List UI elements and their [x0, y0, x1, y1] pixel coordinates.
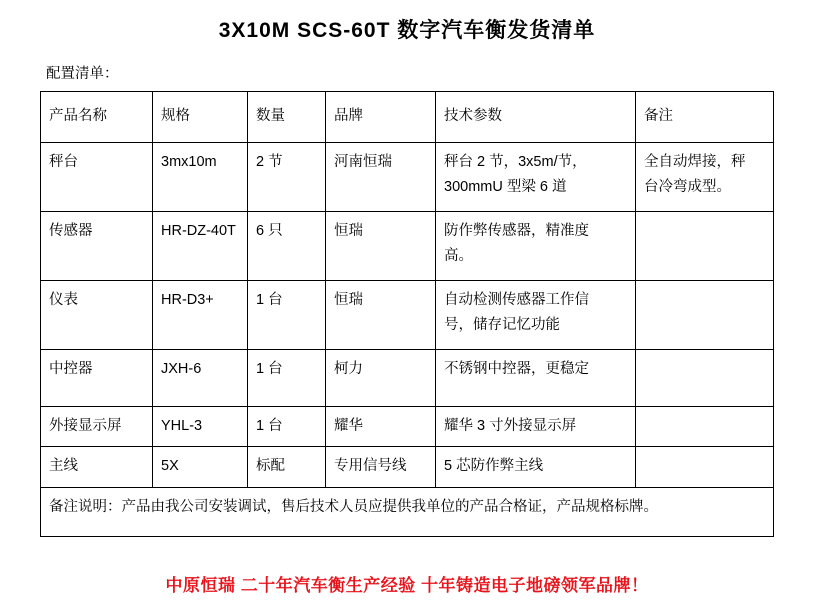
page-title: 3X10M SCS-60T 数字汽车衡发货清单 [218, 19, 596, 42]
table-row [41, 407, 774, 447]
cell-spec: HR-DZ-40T [153, 212, 248, 281]
cell-remark [636, 281, 774, 350]
cell-remark [636, 447, 774, 487]
table-header-row [41, 92, 774, 143]
cell-product-name: 秤台 [41, 143, 153, 212]
cell-spec: JXH-6 [153, 350, 248, 407]
cell-brand: 恒瑞 [326, 212, 436, 281]
cell-product-name: 传感器 [41, 212, 153, 281]
table-header-quantity: 数量 [248, 92, 326, 143]
table-header-remark: 备注 [636, 92, 774, 143]
cell-tech-params: 耀华 3 寸外接显示屏 [436, 407, 636, 447]
cell-tech-params: 5 芯防作弊主线 [436, 447, 636, 487]
cell-product-name: 中控器 [41, 350, 153, 407]
cell-quantity: 2 节 [248, 143, 326, 212]
table-header-spec: 规格 [153, 92, 248, 143]
cell-tech-params [436, 281, 636, 350]
cell-spec: 5X [153, 447, 248, 487]
cell-remark [636, 212, 774, 281]
spec-table [40, 91, 774, 537]
cell-spec: YHL-3 [153, 407, 248, 447]
config-list-label: 配置清单： [46, 66, 119, 82]
table-header-brand: 品牌 [326, 92, 436, 143]
cell-remark [636, 143, 774, 212]
table-row [41, 143, 774, 212]
cell-quantity: 6 只 [248, 212, 326, 281]
cell-quantity: 标配 [248, 447, 326, 487]
cell-remark [636, 350, 774, 407]
cell-brand: 河南恒瑞 [326, 143, 436, 212]
cell-brand: 耀华 [326, 407, 436, 447]
cell-remark [636, 407, 774, 447]
cell-spec: HR-D3+ [153, 281, 248, 350]
cell-brand: 柯力 [326, 350, 436, 407]
slogan-footer: 中原恒瑞 二十年汽车衡生产经验 十年铸造电子地磅领军品牌！ [165, 575, 649, 595]
cell-tech-params: 不锈钢中控器，更稳定 [436, 350, 636, 407]
cell-tech-line: 防作弊传感器，精准度 [444, 223, 589, 239]
cell-spec: 3mx10m [153, 143, 248, 212]
cell-tech-line: 300mmU 型梁 6 道 [444, 179, 567, 196]
cell-brand: 专用信号线 [326, 447, 436, 487]
cell-tech-params [436, 143, 636, 212]
cell-remark-line: 全自动焊接，秤 [644, 154, 746, 170]
table-footnote: 备注说明：产品由我公司安装调试，售后技术人员应提供我单位的产品合格证，产品规格标牌。 [41, 487, 774, 536]
cell-brand: 恒瑞 [326, 281, 436, 350]
cell-product-name: 外接显示屏 [41, 407, 153, 447]
cell-product-name: 主线 [41, 447, 153, 487]
cell-quantity: 1 台 [248, 350, 326, 407]
cell-tech-line: 号，储存记忆功能 [444, 317, 560, 334]
cell-tech-line: 秤台 2 节，3x5m/节， [444, 154, 587, 170]
cell-remark-line: 台冷弯成型。 [644, 179, 731, 196]
cell-product-name: 仪表 [41, 281, 153, 350]
cell-tech-params [436, 212, 636, 281]
table-footnote-row [41, 487, 774, 536]
cell-quantity: 1 台 [248, 407, 326, 447]
table-header-product-name: 产品名称 [41, 92, 153, 143]
cell-tech-line: 高。 [444, 248, 473, 265]
cell-quantity: 1 台 [248, 281, 326, 350]
table-row [41, 350, 774, 407]
table-header-tech-params: 技术参数 [436, 92, 636, 143]
table-row [41, 212, 774, 281]
table-row [41, 447, 774, 487]
table-row [41, 281, 774, 350]
cell-tech-line: 自动检测传感器工作信 [444, 292, 589, 308]
